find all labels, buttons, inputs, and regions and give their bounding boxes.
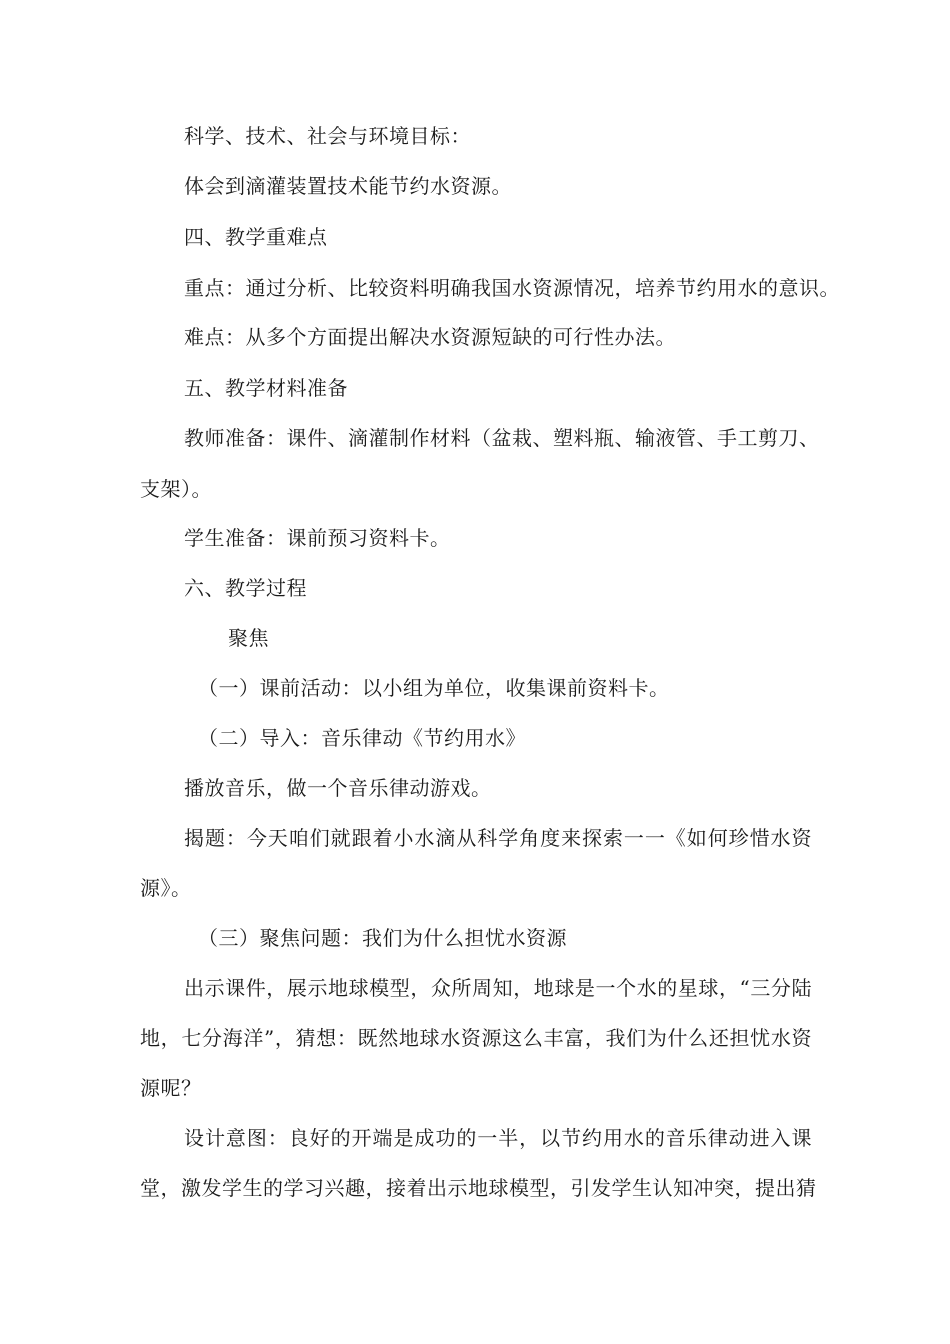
section-heading-materials: 五、教学材料准备 xyxy=(184,376,348,400)
paragraph-teacher-prep-line2: 支架）。 xyxy=(140,477,212,501)
paragraph-design-intent-line1: 设计意图：良好的开端是成功的一半，以节约用水的音乐律动进入课 xyxy=(184,1126,812,1150)
paragraph-reveal-topic-line2: 源》。 xyxy=(140,876,192,900)
paragraph-introduction: （二）导入：音乐律动《节约用水》 xyxy=(198,726,526,750)
paragraph-show-globe-line2: 地，七分海洋”，猜想：既然地球水资源这么丰富，我们为什么还担忧水资 xyxy=(140,1026,812,1050)
paragraph-difficult-point: 难点：从多个方面提出解决水资源短缺的可行性办法。 xyxy=(184,325,676,349)
paragraph-key-point: 重点：通过分析、比较资料明确我国水资源情况，培养节约用水的意识。 xyxy=(184,276,840,300)
paragraph-pre-class-activity: （一）课前活动：以小组为单位，收集课前资料卡。 xyxy=(198,676,670,700)
paragraph-show-globe-line1: 出示课件，展示地球模型，众所周知，地球是一个水的星球，“三分陆 xyxy=(184,976,812,1000)
paragraph-design-intent-line2: 堂，激发学生的学习兴趣，接着出示地球模型，引发学生认知冲突，提出猜 xyxy=(140,1176,817,1200)
paragraph-reveal-topic-line1: 揭题：今天咱们就跟着小水滴从科学角度来探索一一《如何珍惜水资 xyxy=(184,826,812,850)
section-heading-process: 六、教学过程 xyxy=(184,576,307,600)
paragraph-student-prep: 学生准备：课前预习资料卡。 xyxy=(184,526,451,550)
paragraph-play-music: 播放音乐，做一个音乐律动游戏。 xyxy=(184,776,492,800)
paragraph-sts-goal-heading: 科学、技术、社会与环境目标： xyxy=(184,124,471,148)
paragraph-sts-goal-text: 体会到滴灌装置技术能节约水资源。 xyxy=(184,174,512,198)
subheading-focus: 聚焦 xyxy=(228,626,269,650)
section-heading-key-difficult-points: 四、教学重难点 xyxy=(184,225,328,249)
paragraph-focus-question: （三）聚焦问题：我们为什么担忧水资源 xyxy=(198,926,567,950)
paragraph-show-globe-line3: 源呢？ xyxy=(140,1076,202,1100)
paragraph-teacher-prep-line1: 教师准备：课件、滴灌制作材料（盆栽、塑料瓶、输液管、手工剪刀、 xyxy=(184,426,820,450)
